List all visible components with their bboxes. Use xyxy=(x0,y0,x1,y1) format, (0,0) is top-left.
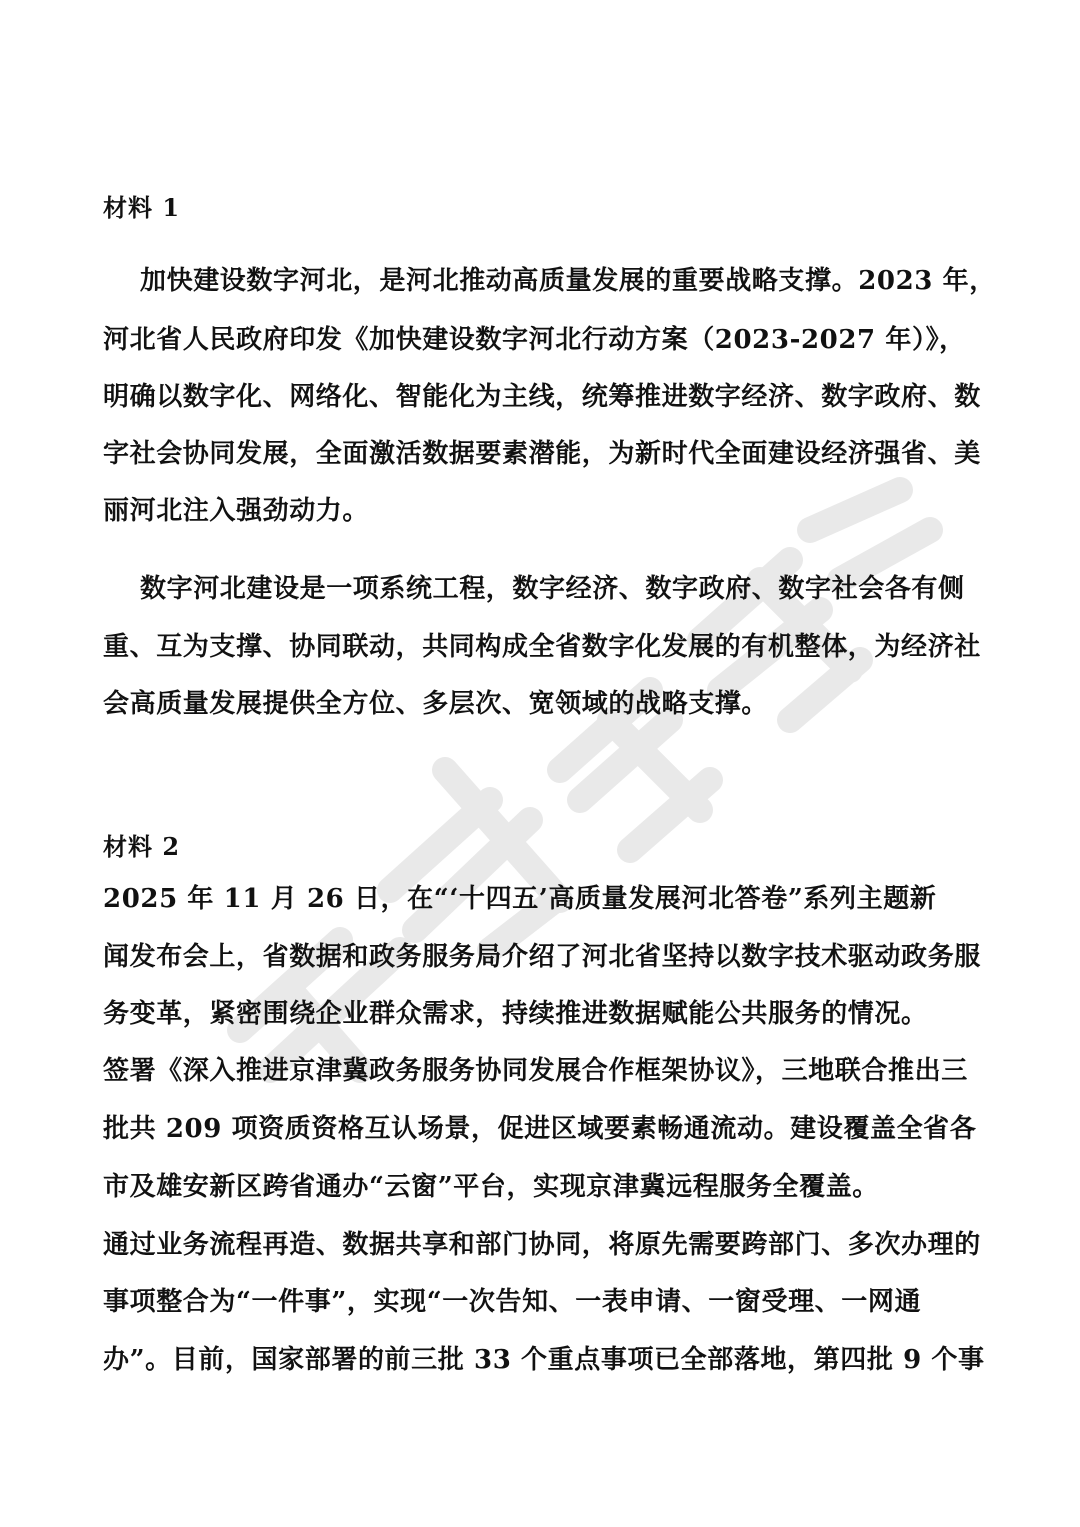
paragraph-line: 闻发布会上，省数据和政务服务局介绍了河北省坚持以数字技术驱动政务服 xyxy=(103,942,981,972)
material-1-heading: 材料 1 xyxy=(103,193,181,222)
paragraph-line: 签署《深入推进京津冀政务服务协同发展合作框架协议》，三地联合推出三 xyxy=(103,1056,968,1086)
material-2-heading: 材料 2 xyxy=(103,832,181,861)
paragraph-line: 市及雄安新区跨省通办“云窗”平台，实现京津冀远程服务全覆盖。 xyxy=(103,1172,879,1202)
paragraph-line: 明确以数字化、网络化、智能化为主线，统筹推进数字经济、数字政府、数 xyxy=(103,382,981,412)
paragraph-line: 办”。目前，国家部署的前三批 33 个重点事项已全部落地，第四批 9 个事 xyxy=(103,1345,985,1375)
paragraph-line: 河北省人民政府印发《加快建设数字河北行动方案（2023-2027 年）》， xyxy=(103,325,966,355)
paragraph-line: 事项整合为“一件事”，实现“一次告知、一表申请、一窗受理、一网通 xyxy=(103,1287,922,1317)
paragraph-line: 丽河北注入强劲动力。 xyxy=(103,496,370,526)
paragraph-line: 加快建设数字河北，是河北推动高质量发展的重要战略支撑。2023 年， xyxy=(140,266,996,296)
paragraph-line: 会高质量发展提供全方位、多层次、宽领域的战略支撑。 xyxy=(103,689,769,719)
paragraph-line: 务变革，紧密围绕企业群众需求，持续推进数据赋能公共服务的情况。 xyxy=(103,999,928,1029)
paragraph-line: 通过业务流程再造、数据共享和部门协同，将原先需要跨部门、多次办理的 xyxy=(103,1230,981,1260)
paragraph-line: 重、互为支撑、协同联动，共同构成全省数字化发展的有机整体，为经济社 xyxy=(103,632,981,662)
paragraph-line: 字社会协同发展，全面激活数据要素潜能，为新时代全面建设经济强省、美 xyxy=(103,439,981,469)
paragraph-line: 批共 209 项资质资格互认场景，促进区域要素畅通流动。建设覆盖全省各 xyxy=(103,1114,977,1144)
paragraph-line: 数字河北建设是一项系统工程，数字经济、数字政府、数字社会各有侧 xyxy=(140,574,965,604)
paragraph-line: 2025 年 11 月 26 日，在“‘十四五’高质量发展河北答卷”系列主题新 xyxy=(103,884,937,914)
